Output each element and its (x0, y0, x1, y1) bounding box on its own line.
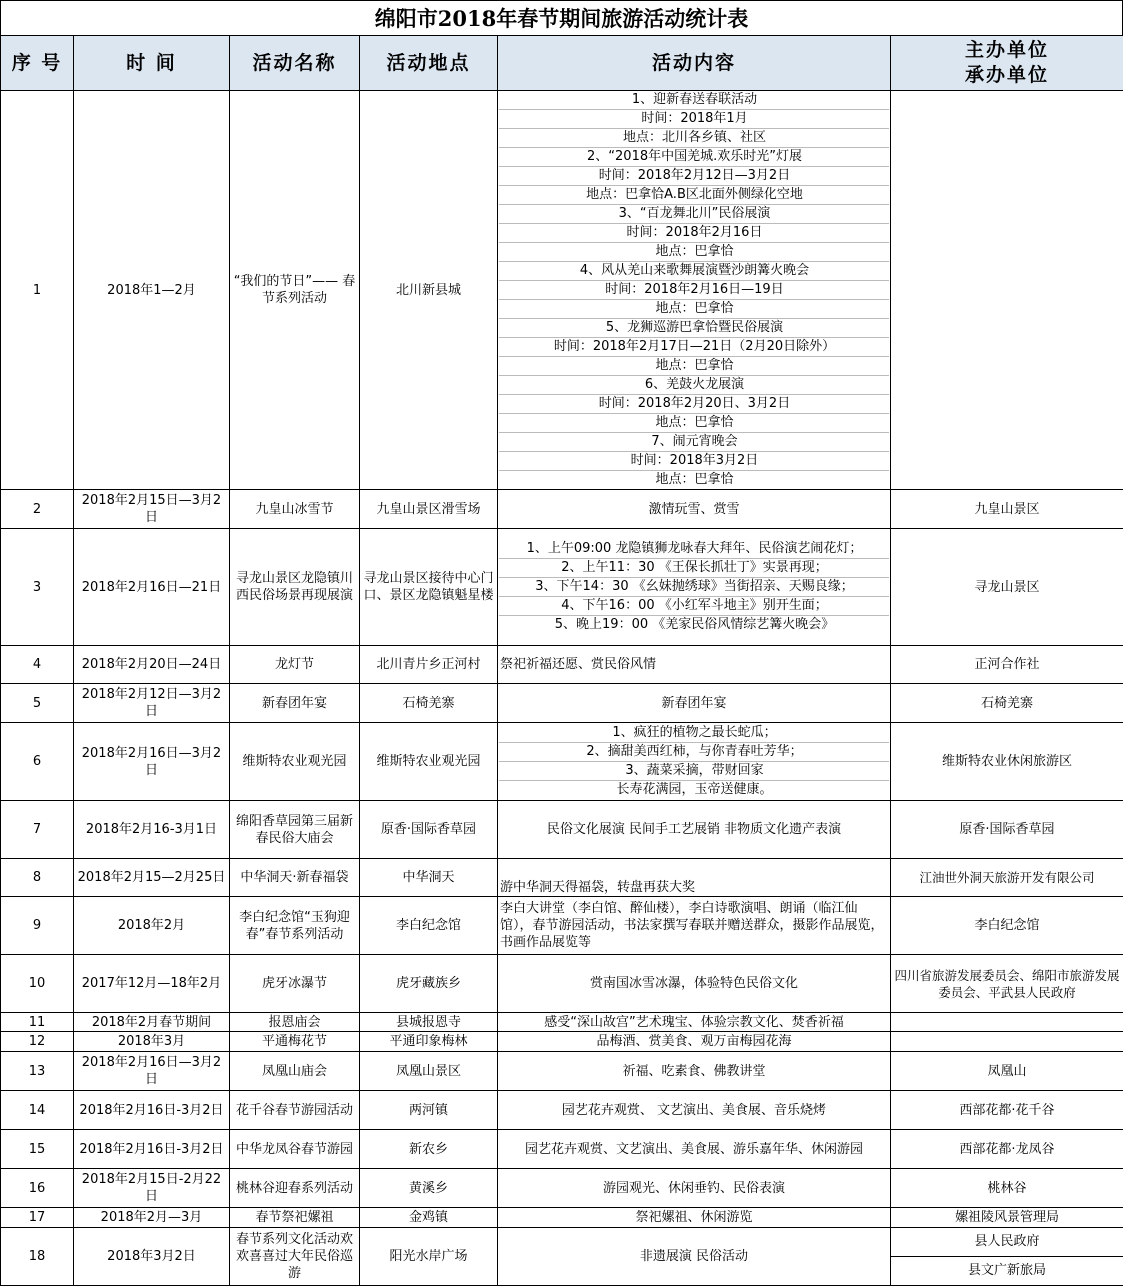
cell-org: 李白纪念馆 (891, 897, 1123, 955)
cell-seq: 14 (1, 1091, 74, 1130)
cell-place: 石椅羌寨 (360, 684, 498, 723)
cell-org: 九皇山景区 (891, 490, 1123, 529)
cell-org (891, 1013, 1123, 1032)
cell-time: 2017年12月—18年2月 (74, 955, 230, 1013)
cell-content: 园艺花卉观赏、 文艺演出、美食展、音乐烧烤 (498, 1091, 891, 1130)
content-line: 时间：2018年1月 (499, 110, 889, 129)
cell-time: 2018年3月2日 (74, 1228, 230, 1286)
content-line: 时间：2018年2月12日—3月2日 (499, 167, 889, 186)
content-line: 2、上午11：30 《王保长抓壮丁》实景再现； (499, 559, 889, 578)
cell-name: 凤凰山庙会 (230, 1052, 360, 1091)
cell-org: 西部花都·花千谷 (891, 1091, 1123, 1130)
cell-seq: 12 (1, 1032, 74, 1052)
cell-org (891, 1032, 1123, 1052)
activity-table (0, 35, 1123, 1286)
cell-name: “我们的节日”—— 春节系列活动 (230, 91, 360, 490)
table-row (1, 529, 1123, 646)
cell-place: 李白纪念馆 (360, 897, 498, 955)
cell-org: 西部花都·龙凤谷 (891, 1130, 1123, 1169)
cell-org: 正河合作社 (891, 646, 1123, 684)
cell-name: 绵阳香草园第三届新春民俗大庙会 (230, 801, 360, 859)
cell-time: 2018年2月16日-3月2日 (74, 1091, 230, 1130)
cell-content (498, 91, 891, 490)
cell-content: 祭祀嫘祖、休闲游览 (498, 1208, 891, 1228)
cell-time: 2018年2月15日-2月22日 (74, 1169, 230, 1208)
content-line: 5、龙狮巡游巴拿恰暨民俗展演 (499, 319, 889, 338)
cell-org: 维斯特农业休闲旅游区 (891, 723, 1123, 801)
cell-time: 2018年2月 (74, 897, 230, 955)
table-row (1, 91, 1123, 490)
cell-org: 嫘祖陵风景管理局 (891, 1208, 1123, 1228)
content-line: 地点：巴拿恰A.B区北面外侧绿化空地 (499, 186, 889, 205)
cell-content: 品梅酒、赏美食、观万亩梅园花海 (498, 1032, 891, 1052)
header-place: 活动地点 (360, 36, 498, 91)
cell-time: 2018年2月15—2月25日 (74, 859, 230, 897)
content-line: 3、下午14：30 《幺妹抛绣球》当街招亲、天赐良缘； (499, 578, 889, 597)
cell-place: 中华洞天 (360, 859, 498, 897)
cell-name: 中华洞天·新春福袋 (230, 859, 360, 897)
cell-place: 新农乡 (360, 1130, 498, 1169)
cell-seq: 8 (1, 859, 74, 897)
cell-org: 凤凰山 (891, 1052, 1123, 1091)
cell-org: 寻龙山景区 (891, 529, 1123, 646)
cell-name: 春节祭祀嫘祖 (230, 1208, 360, 1228)
content-line: 6、羌鼓火龙展演 (499, 376, 889, 395)
header-org (891, 36, 1123, 91)
table-row (1, 897, 1123, 955)
cell-time: 2018年3月 (74, 1032, 230, 1052)
content-line: 3、蔬菜采摘，带财回家 (499, 762, 889, 781)
cell-time: 2018年1—2月 (74, 91, 230, 490)
cell-content: 激情玩雪、赏雪 (498, 490, 891, 529)
cell-org (891, 91, 1123, 490)
cell-content: 非遗展演 民俗活动 (498, 1228, 891, 1286)
cell-seq: 11 (1, 1013, 74, 1032)
cell-time: 2018年2月16-3月1日 (74, 801, 230, 859)
header-name: 活动名称 (230, 36, 360, 91)
header-seq: 序 号 (1, 36, 74, 91)
table-row (1, 1013, 1123, 1032)
cell-content (498, 723, 891, 801)
cell-content (498, 529, 891, 646)
cell-org (891, 1228, 1123, 1286)
cell-content: 赏南国冰雪冰瀑，体验特色民俗文化 (498, 955, 891, 1013)
cell-time: 2018年2月16日—3月2日 (74, 1052, 230, 1091)
cell-seq: 9 (1, 897, 74, 955)
cell-name: 花千谷春节游园活动 (230, 1091, 360, 1130)
cell-place: 凤凰山景区 (360, 1052, 498, 1091)
cell-name: 龙灯节 (230, 646, 360, 684)
cell-seq: 6 (1, 723, 74, 801)
cell-seq: 16 (1, 1169, 74, 1208)
cell-seq: 10 (1, 955, 74, 1013)
content-line: 地点：北川各乡镇、社区 (499, 129, 889, 148)
cell-content: 游中华洞天得福袋，转盘再获大奖 (498, 859, 891, 897)
table-row (1, 1228, 1123, 1286)
content-line: 时间：2018年2月20日、3月2日 (499, 395, 889, 414)
content-line: 3、“百龙舞北川”民俗展演 (499, 205, 889, 224)
content-line: 4、下午16：00 《小红军斗地主》别开生面； (499, 597, 889, 616)
table-row (1, 490, 1123, 529)
cell-name: 桃林谷迎春系列活动 (230, 1169, 360, 1208)
org-primary: 县人民政府 (891, 1228, 1123, 1257)
content-line: 时间：2018年3月2日 (499, 452, 889, 471)
content-line: 时间：2018年2月17日—21日（2月20日除外） (499, 338, 889, 357)
cell-time: 2018年2月12日—3月2日 (74, 684, 230, 723)
cell-content: 园艺花卉观赏、文艺演出、美食展、游乐嘉年华、休闲游园 (498, 1130, 891, 1169)
content-line: 长寿花满园，玉帝送健康。 (499, 781, 889, 799)
cell-place: 虎牙藏族乡 (360, 955, 498, 1013)
content-line: 1、上午09:00 龙隐镇狮龙咏春大拜年、民俗演艺闹花灯； (499, 540, 889, 559)
cell-seq: 3 (1, 529, 74, 646)
content-line: 地点：巴拿恰 (499, 243, 889, 262)
cell-content: 祈福、吃素食、佛教讲堂 (498, 1052, 891, 1091)
cell-name: 虎牙冰瀑节 (230, 955, 360, 1013)
cell-name: 报恩庙会 (230, 1013, 360, 1032)
cell-content: 民俗文化展演 民间手工艺展销 非物质文化遗产表演 (498, 801, 891, 859)
header-org-line2: 承办单位 (893, 63, 1121, 88)
content-line: 地点：巴拿恰 (499, 357, 889, 376)
cell-name: 春节系列文化活动欢欢喜喜过大年民俗巡游 (230, 1228, 360, 1286)
cell-place: 维斯特农业观光园 (360, 723, 498, 801)
content-line: 4、风从羌山来歌舞展演暨沙朗篝火晚会 (499, 262, 889, 281)
cell-place: 寻龙山景区接待中心门口、景区龙隐镇魁星楼 (360, 529, 498, 646)
cell-seq: 7 (1, 801, 74, 859)
content-line: 地点：巴拿恰 (499, 471, 889, 489)
table-row (1, 723, 1123, 801)
cell-seq: 1 (1, 91, 74, 490)
table-row (1, 1091, 1123, 1130)
header-content: 活动内容 (498, 36, 891, 91)
cell-seq: 5 (1, 684, 74, 723)
cell-time: 2018年2月15日—3月2日 (74, 490, 230, 529)
cell-place: 平通印象梅林 (360, 1032, 498, 1052)
cell-time: 2018年2月20日—24日 (74, 646, 230, 684)
cell-time: 2018年2月—3月 (74, 1208, 230, 1228)
cell-place: 黄溪乡 (360, 1169, 498, 1208)
table-title: 绵阳市2018年春节期间旅游活动统计表 (0, 0, 1123, 35)
cell-org: 江油世外洞天旅游开发有限公司 (891, 859, 1123, 897)
content-line: 5、晚上19：00 《羌家民俗风情综艺篝火晚会》 (499, 616, 889, 634)
table-row (1, 684, 1123, 723)
cell-content: 祭祀祈福还愿、赏民俗风情 (498, 646, 891, 684)
header-time: 时 间 (74, 36, 230, 91)
cell-place: 原香·国际香草园 (360, 801, 498, 859)
cell-time: 2018年2月16日—21日 (74, 529, 230, 646)
cell-time: 2018年2月16日-3月2日 (74, 1130, 230, 1169)
cell-name: 九皇山冰雪节 (230, 490, 360, 529)
cell-name: 维斯特农业观光园 (230, 723, 360, 801)
content-line: 时间：2018年2月16日—19日 (499, 281, 889, 300)
content-line: 2、摘甜美西红柿，与你青春吐芳华； (499, 743, 889, 762)
header-row (1, 36, 1123, 91)
cell-seq: 15 (1, 1130, 74, 1169)
content-line: 2、“2018年中国羌城.欢乐时光”灯展 (499, 148, 889, 167)
cell-seq: 2 (1, 490, 74, 529)
cell-name: 新春团年宴 (230, 684, 360, 723)
cell-place: 九皇山景区滑雪场 (360, 490, 498, 529)
table-row (1, 1130, 1123, 1169)
org-secondary: 县文广新旅局 (891, 1257, 1123, 1285)
cell-seq: 13 (1, 1052, 74, 1091)
table-row (1, 1032, 1123, 1052)
table-row (1, 859, 1123, 897)
table-row (1, 955, 1123, 1013)
cell-seq: 17 (1, 1208, 74, 1228)
cell-name: 寻龙山景区龙隐镇川西民俗场景再现展演 (230, 529, 360, 646)
cell-place: 金鸡镇 (360, 1208, 498, 1228)
cell-place: 北川新县城 (360, 91, 498, 490)
cell-seq: 4 (1, 646, 74, 684)
cell-time: 2018年2月16日—3月2日 (74, 723, 230, 801)
content-line: 地点：巴拿恰 (499, 300, 889, 319)
cell-org: 石椅羌寨 (891, 684, 1123, 723)
content-line: 7、闹元宵晚会 (499, 433, 889, 452)
cell-seq: 18 (1, 1228, 74, 1286)
cell-place: 县城报恩寺 (360, 1013, 498, 1032)
cell-time: 2018年2月春节期间 (74, 1013, 230, 1032)
table-row (1, 646, 1123, 684)
cell-place: 阳光水岸广场 (360, 1228, 498, 1286)
header-org-line1: 主办单位 (893, 38, 1121, 63)
content-line: 1、疯狂的植物之最长蛇瓜； (499, 724, 889, 743)
table-row (1, 1052, 1123, 1091)
cell-content: 李白大讲堂（李白馆、醉仙楼），李白诗歌演唱、朗诵（临江仙馆），春节游园活动，书法家撰写春联并赠送群众，摄影作品展览，书画作品展览等 (498, 897, 891, 955)
table-row (1, 1169, 1123, 1208)
cell-name: 李白纪念馆“玉狗迎春”春节系列活动 (230, 897, 360, 955)
cell-org: 桃林谷 (891, 1169, 1123, 1208)
cell-name: 中华龙凤谷春节游园 (230, 1130, 360, 1169)
cell-place: 两河镇 (360, 1091, 498, 1130)
content-line: 1、迎新春送春联活动 (499, 91, 889, 110)
cell-name: 平通梅花节 (230, 1032, 360, 1052)
cell-org: 原香·国际香草园 (891, 801, 1123, 859)
cell-place: 北川青片乡正河村 (360, 646, 498, 684)
content-line: 地点：巴拿恰 (499, 414, 889, 433)
table-row (1, 1208, 1123, 1228)
cell-content: 游园观光、休闲垂钓、民俗表演 (498, 1169, 891, 1208)
cell-org: 四川省旅游发展委员会、绵阳市旅游发展委员会、平武县人民政府 (891, 955, 1123, 1013)
cell-content: 感受“深山故宫”艺术瑰宝、体验宗教文化、焚香祈福 (498, 1013, 891, 1032)
table-row (1, 801, 1123, 859)
cell-content: 新春团年宴 (498, 684, 891, 723)
content-line: 时间：2018年2月16日 (499, 224, 889, 243)
